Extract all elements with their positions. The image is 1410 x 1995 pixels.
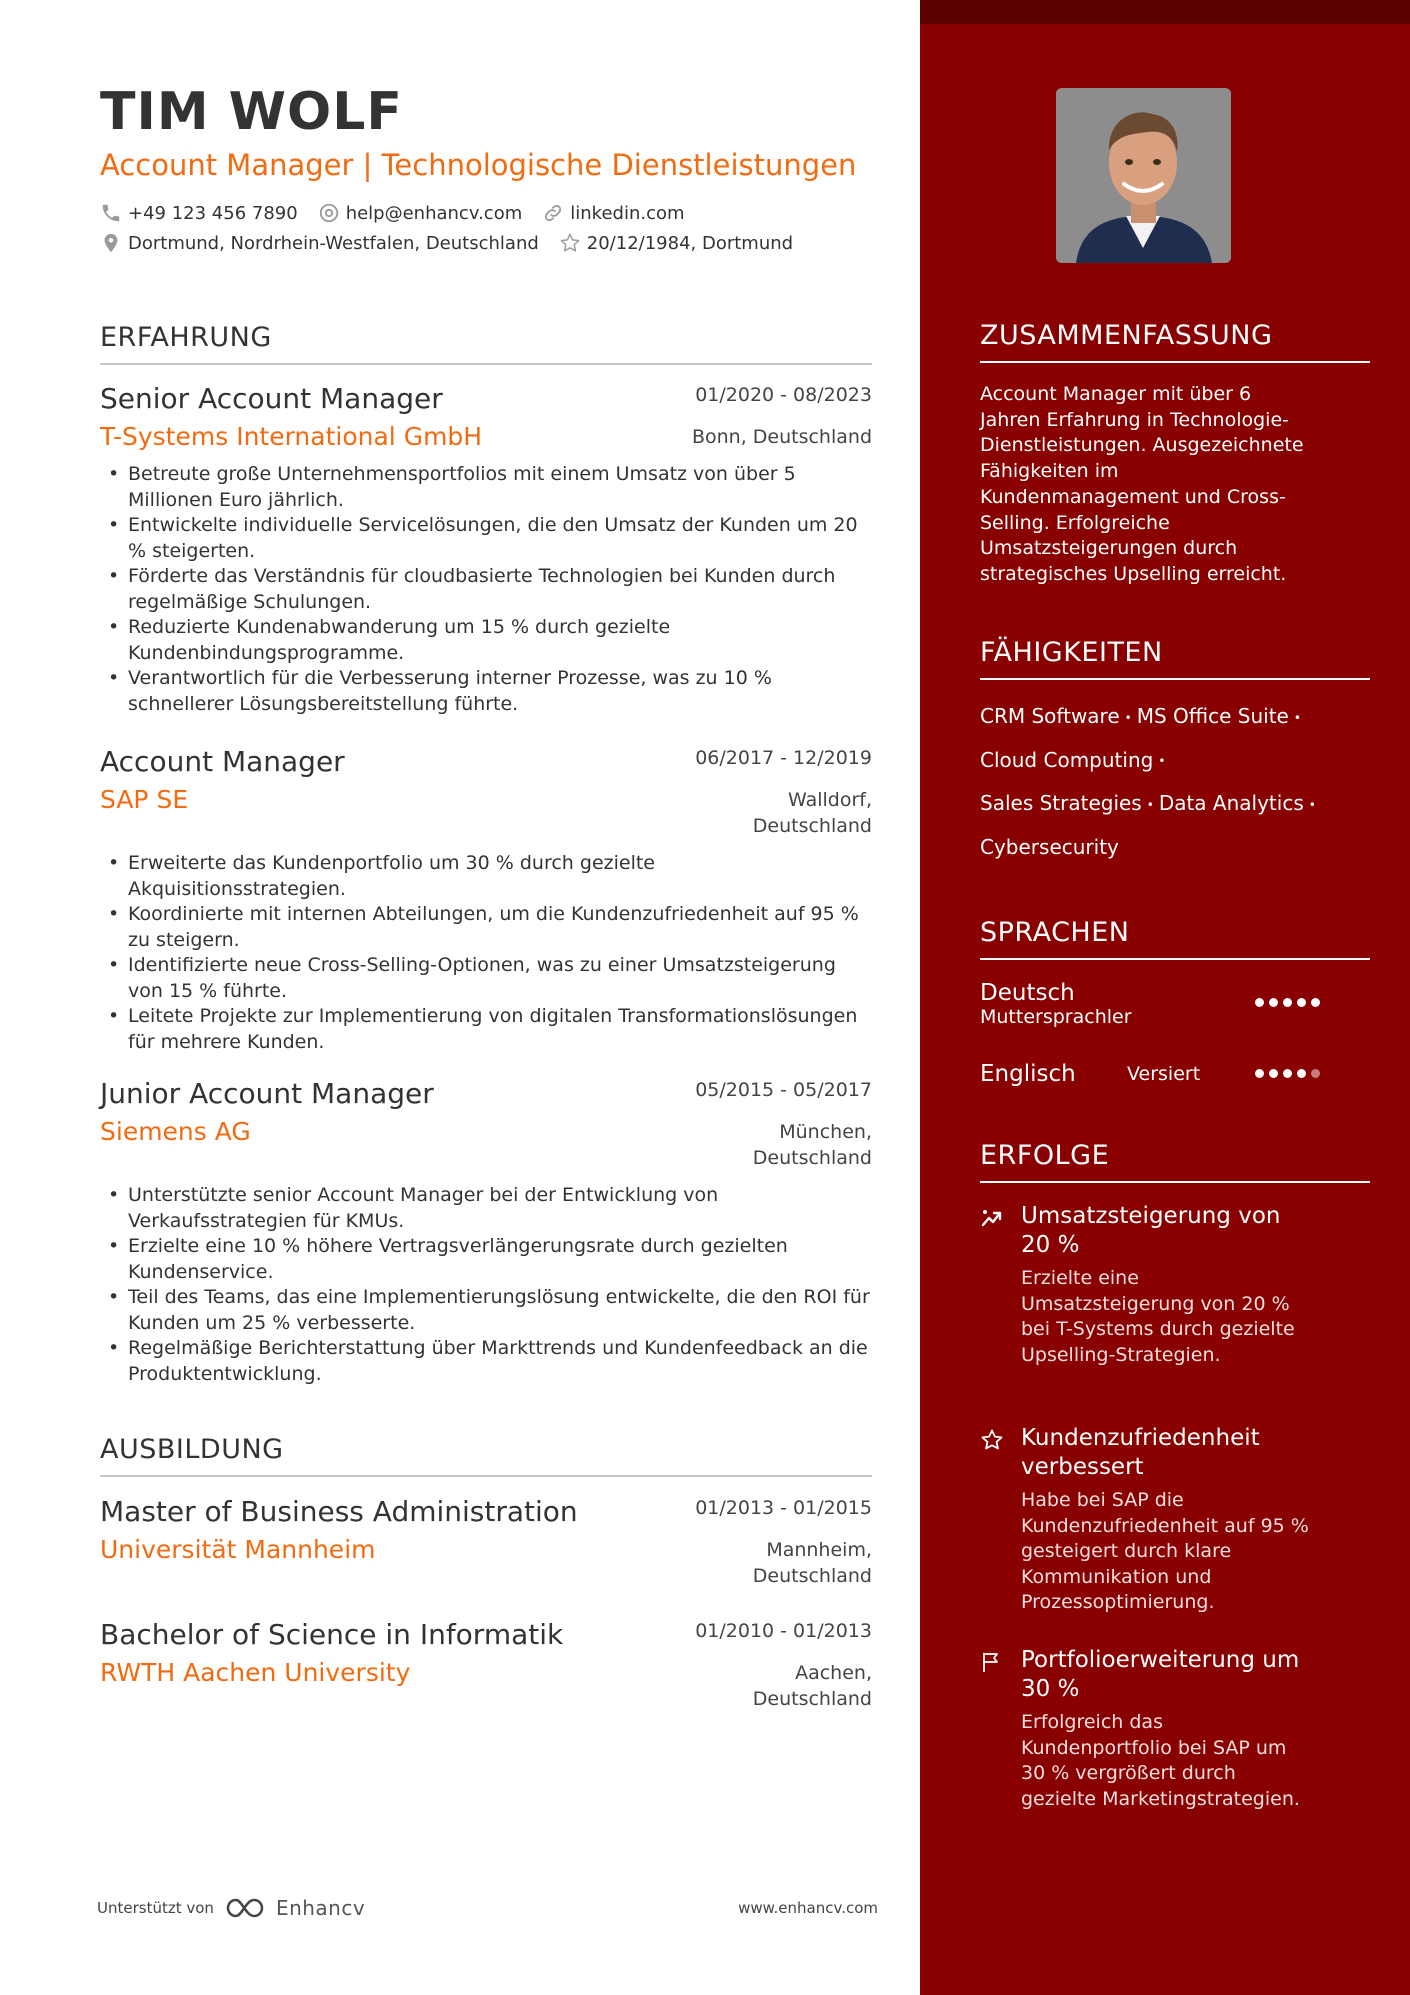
contact-row-1 [100, 202, 685, 224]
language-name: Englisch [980, 1061, 1076, 1087]
language-item [980, 980, 1320, 1028]
school: Universität Mannheim [100, 1535, 376, 1564]
powered-by-text: Unterstützt von [97, 1899, 214, 1917]
achievements-heading: ERFOLGE [980, 1140, 1370, 1183]
skill-tag: CRM Software [980, 704, 1120, 728]
location-item [100, 232, 539, 254]
education-entry [100, 1495, 872, 1597]
bullet: • Koordinierte mit internen Abteilungen, um die Kundenzufriedenheit auf 95 % zu steigern. [100, 902, 872, 953]
flag-icon [980, 1650, 1004, 1674]
achievement-title: Kundenzufriedenheit verbessert [1021, 1425, 1260, 1480]
profile-photo [1056, 88, 1231, 263]
achievement-desc: Erzielte eine Umsatzsteigerung von 20 % bei T-Systems durch gezielte Upselling-Strategien. [1021, 1267, 1295, 1366]
phone-icon [100, 202, 122, 224]
skill-tag: Data Analytics [1158, 791, 1304, 815]
achievement-item [980, 1202, 1310, 1368]
experience-heading: ERFAHRUNG [100, 322, 872, 365]
bullet: • Verantwortlich für die Verbesserung interner Prozesse, was zu 10 % schnellerer Lösungsbereitstellung führte. [100, 666, 872, 717]
phone-text: +49 123 456 7890 [128, 202, 298, 224]
education-date: 01/2010 - 01/2013 [695, 1620, 872, 1642]
achievement-item [980, 1646, 1310, 1812]
job-bullets [100, 1183, 872, 1387]
job-entry [100, 1077, 872, 1387]
rating-dot [1269, 1069, 1278, 1078]
language-item [980, 1061, 1320, 1087]
language-level: Muttersprachler [980, 1006, 1132, 1028]
language-rating [1255, 1069, 1320, 1078]
birth-text: 20/12/1984, Dortmund [586, 232, 794, 254]
rating-dot [1283, 998, 1292, 1007]
job-role: Junior Account Manager [100, 1077, 434, 1110]
job-entry [100, 382, 872, 717]
sidebar [920, 0, 1410, 1995]
skill-tag: Cloud Computing [980, 747, 1154, 772]
bullet: • Reduzierte Kundenabwanderung um 15 % durch gezielte Kundenbindungsprogramme. [100, 615, 872, 666]
bullet: • Entwickelte individuelle Servicelösungen, die den Umsatz der Kunden um 20 % steigerten. [100, 513, 872, 564]
rating-dot [1269, 998, 1278, 1007]
linkedin-text[interactable]: linkedin.com [570, 202, 685, 224]
language-rating [1255, 998, 1320, 1007]
footer-powered-by [97, 1896, 365, 1920]
job-role: Account Manager [100, 745, 345, 778]
star-icon [980, 1428, 1004, 1452]
job-company: Siemens AG [100, 1117, 251, 1146]
bullet: • Leitete Projekte zur Implementierung von digitalen Transformationslösungen für mehrere Kunden. [100, 1004, 872, 1055]
bullet: • Teil des Teams, das eine Implementierungslösung entwickelte, die den ROI für Kunden um 25 % verbesserte. [100, 1285, 872, 1336]
skill-tag: Sales Strategies [980, 791, 1142, 815]
rating-dot [1283, 1069, 1292, 1078]
job-role: Senior Account Manager [100, 382, 443, 415]
language-name: Deutsch [980, 980, 1075, 1006]
link-icon [542, 202, 564, 224]
skills-list: CRM Software • MS Office Suite • Cloud Computing • Sales Strategies • Data Analytics • Cybersecurity [980, 704, 1316, 859]
skill-tag: Cybersecurity [980, 834, 1119, 859]
bullet: • Regelmäßige Berichterstattung über Markttrends und Kundenfeedback an die Produktentwicklung. [100, 1336, 872, 1387]
school: RWTH Aachen University [100, 1658, 411, 1687]
footer-url[interactable]: www.enhancv.com [738, 1899, 878, 1917]
skill-tag: MS Office Suite [1136, 704, 1289, 728]
candidate-name: TIM WOLF [100, 82, 403, 142]
bullet: • Erzielte eine 10 % höhere Vertragsverlängerungsrate durch gezielten Kundenservice. [100, 1234, 872, 1285]
achievement-desc: Erfolgreich das Kundenportfolio bei SAP um 30 % vergrößert durch gezielte Marketingstrategien. [1021, 1711, 1300, 1810]
email-text[interactable]: help@enhancv.com [345, 202, 523, 224]
rating-dot [1255, 998, 1264, 1007]
bullet: • Identifizierte neue Cross-Selling-Optionen, was zu einer Umsatzsteigerung von 15 % führte. [100, 953, 872, 1004]
achievement-title: Portfolioerweiterung um 30 % [1021, 1647, 1300, 1702]
education-date: 01/2013 - 01/2015 [695, 1497, 872, 1519]
linkedin-item[interactable] [542, 202, 684, 224]
education-location: Aachen, Deutschland [752, 1662, 872, 1710]
candidate-title: Account Manager | Technologische Dienstleistungen [100, 148, 857, 182]
birth-item [559, 232, 793, 254]
achievement-title: Umsatzsteigerung von 20 % [1021, 1203, 1281, 1258]
achievement-desc: Habe bei SAP die Kundenzufriedenheit auf 95 % gesteigert durch klare Kommunikation und Prozessoptimierung. [1021, 1489, 1309, 1613]
achievement-item [980, 1424, 1310, 1616]
job-location: Bonn, Deutschland [691, 426, 872, 448]
job-location: München, Deutschland [752, 1121, 872, 1169]
degree: Master of Business Administration [100, 1495, 578, 1528]
infinity-icon [224, 1896, 270, 1920]
job-bullets [100, 462, 872, 717]
job-company: SAP SE [100, 785, 189, 814]
job-company: T-Systems International GmbH [100, 422, 483, 451]
job-date: 01/2020 - 08/2023 [695, 384, 872, 406]
rating-dot [1297, 998, 1306, 1007]
growth-icon [980, 1206, 1004, 1230]
language-level: Versiert [1127, 1063, 1201, 1085]
contact-row-2 [100, 232, 793, 254]
sidebar-top-bar [920, 0, 1410, 24]
job-bullets [100, 851, 872, 1055]
bullet: • Erweiterte das Kundenportfolio um 30 % durch gezielte Akquisitionsstrategien. [100, 851, 872, 902]
job-entry [100, 745, 872, 1055]
email-item[interactable] [318, 202, 523, 224]
rating-dot [1311, 998, 1320, 1007]
summary-heading: ZUSAMMENFASSUNG [980, 320, 1370, 363]
job-date: 05/2015 - 05/2017 [695, 1079, 872, 1101]
at-icon [318, 202, 340, 224]
bullet: • Förderte das Verständnis für cloudbasierte Technologien bei Kunden durch regelmäßige Schulungen. [100, 564, 872, 615]
star-outline-icon [559, 232, 581, 254]
job-location: Walldorf, Deutschland [752, 789, 872, 837]
rating-dot [1255, 1069, 1264, 1078]
education-entry [100, 1618, 872, 1720]
location-text: Dortmund, Nordrhein-Westfalen, Deutschland [128, 232, 539, 254]
rating-dot [1311, 1069, 1320, 1078]
education-heading: AUSBILDUNG [100, 1434, 872, 1477]
degree: Bachelor of Science in Informatik [100, 1618, 564, 1651]
languages-heading: SPRACHEN [980, 917, 1370, 960]
rating-dot [1297, 1069, 1306, 1078]
location-pin-icon [100, 232, 122, 254]
phone-item [100, 202, 298, 224]
bullet: • Betreute große Unternehmensportfolios mit einem Umsatz von über 5 Millionen Euro jährlich. [100, 462, 872, 513]
bullet: • Unterstützte senior Account Manager bei der Entwicklung von Verkaufsstrategien für KMUs. [100, 1183, 872, 1234]
enhancv-logo[interactable] [224, 1896, 365, 1920]
skills-heading: FÄHIGKEITEN [980, 637, 1370, 680]
education-location: Mannheim, Deutschland [752, 1539, 872, 1587]
summary-text: Account Manager mit über 6 Jahren Erfahrung in Technologie-Dienstleistungen. Ausgezeichnete Fähigkeiten im Kundenmanagement und Cross-Selling. Erfolgreiche Umsatzsteigerungen durch strategisches Upselling erreicht. [980, 383, 1304, 585]
brand-text: Enhancv [275, 1896, 366, 1920]
job-date: 06/2017 - 12/2019 [695, 747, 872, 769]
